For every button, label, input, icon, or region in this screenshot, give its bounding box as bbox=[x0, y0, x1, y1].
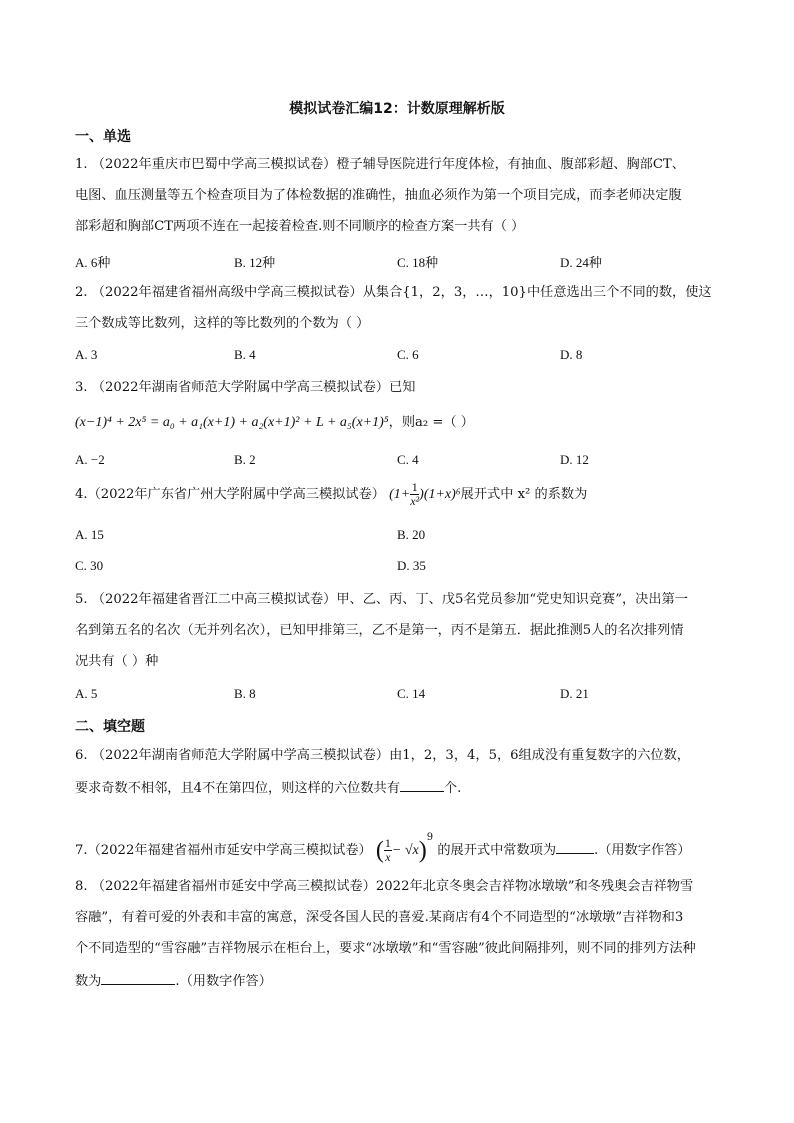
q5-line1: 5. （2022年福建省晋江二中高三模拟试卷）甲、乙、丙、丁、戊5名党员参加“党史知识竞赛”，决出第一 bbox=[75, 592, 688, 607]
q3-option-c: C. 4 bbox=[397, 452, 419, 467]
q6-line2: 要求奇数不相邻，且4不在第四位，则这样的六位数共有 个. bbox=[75, 777, 735, 799]
answer-blank bbox=[556, 839, 594, 854]
q3-formula: (x−1)⁴ + 2x⁵ = a₀ + a₁(x+1) + a₂(x+1)² + L + a₅(x+1)⁵ bbox=[75, 415, 389, 430]
q4-tail: 展开式中 x² 的系数为 bbox=[460, 487, 588, 502]
q3-tail: ，则a₂ =（ ） bbox=[388, 415, 474, 430]
q4-line bbox=[75, 480, 735, 510]
q5-option-b: B. 8 bbox=[234, 686, 256, 701]
answer-blank bbox=[101, 970, 175, 985]
q5-option-a: A. 5 bbox=[75, 686, 98, 701]
q7-prefix: 7.（2022年福建省福州市延安中学高三模拟试卷） bbox=[75, 843, 372, 858]
q7-fraction: $\frac{1}{x}$ bbox=[384, 836, 391, 864]
q1-option-c: C. 18种 bbox=[397, 255, 439, 270]
q1-line3: 部彩超和胸部CT两项不连在一起接着检查.则不同顺序的检查方案一共有（ ） bbox=[75, 219, 525, 234]
q4-option-d: D. 35 bbox=[397, 558, 426, 573]
q3-formula-line bbox=[75, 413, 735, 433]
q1-option-b: B. 12种 bbox=[234, 255, 276, 270]
q3-option-a: A. −2 bbox=[75, 452, 105, 467]
q3-line1: 3. （2022年湖南省师范大学附属中学高三模拟试卷）已知 bbox=[75, 380, 416, 395]
answer-blank bbox=[400, 777, 444, 792]
q4-formula-start: (1+ bbox=[389, 487, 411, 502]
q4-prefix: 4.（2022年广东省广州大学附属中学高三模拟试卷） bbox=[75, 487, 385, 502]
section-heading-fill-blank: 二、填空题 bbox=[75, 719, 145, 735]
q4-option-b: B. 20 bbox=[397, 527, 426, 542]
q2-line2: 三个数成等比数列，这样的等比数列的个数为（ ） bbox=[75, 316, 370, 331]
q4-option-c: C. 30 bbox=[75, 558, 104, 573]
q2-option-d: D. 8 bbox=[560, 347, 583, 362]
q1-option-a: A. 6种 bbox=[75, 255, 111, 270]
q8-line1: 8. （2022年福建省福州市延安中学高三模拟试卷）2022年北京冬奥会吉祥物冰墩墩”和冬残奥会吉祥物雪 bbox=[75, 879, 694, 894]
q1-line1: 1. （2022年重庆市巴蜀中学高三模拟试卷）橙子辅导医院进行年度体检，有抽血、腹部彩超、胸部CT、 bbox=[75, 157, 685, 172]
q2-option-c: C. 6 bbox=[397, 347, 419, 362]
q4-fraction: $\frac{1}{\text{x²}}$ bbox=[410, 480, 420, 508]
section-heading-single-choice: 一、单选 bbox=[75, 129, 131, 145]
q2-option-b: B. 4 bbox=[234, 347, 256, 362]
q3-option-d: D. 12 bbox=[560, 452, 589, 467]
q8-line3: 个不同造型的“雪容融”吉祥物展示在柜台上，要求“冰墩墩”和“雪容融”彼此间隔排列，则不同的排列方法种 bbox=[75, 941, 696, 956]
q7-line: 7.（2022年福建省福州市延安中学高三模拟试卷） ( $\frac{1}{x}$ − √x)$^9$ 的展开式中常数项为 .（用数字作答） bbox=[75, 832, 691, 864]
q8-line4: 数为 .（用数字作答） bbox=[75, 970, 735, 992]
q5-line2: 名到第五名的名次（无并列名次），已知甲排第三，乙不是第一，丙不是第五．据此推测5人的名次排列情 bbox=[75, 623, 684, 638]
page-title: 模拟试卷汇编12：计数原理解析版 bbox=[289, 101, 505, 117]
q2-option-a: A. 3 bbox=[75, 347, 98, 362]
q4-formula-end: )(1+x)⁶ bbox=[419, 487, 461, 502]
q2-line1: 2. （2022年福建省福州高级中学高三模拟试卷）从集合{1，2，3，…，10}中任意选出三个不同的数，使这 bbox=[75, 285, 712, 300]
q6-line1: 6. （2022年湖南省师范大学附属中学高三模拟试卷）由1，2，3，4，5，6组成没有重复数字的六位数， bbox=[75, 748, 690, 763]
q4-option-a: A. 15 bbox=[75, 527, 104, 542]
q5-option-c: C. 14 bbox=[397, 686, 426, 701]
q5-option-d: D. 21 bbox=[560, 686, 589, 701]
q1-line2: 电图、血压测量等五个检查项目为了体检数据的准确性，抽血必须作为第一个项目完成，而李老师决定腹 bbox=[75, 188, 682, 203]
q8-line2: 容融”，有着可爱的外表和丰富的寓意，深受各国人民的喜爱.某商店有4个不同造型的“冰墩墩”吉祥物和3 bbox=[75, 910, 684, 925]
q3-option-b: B. 2 bbox=[234, 452, 256, 467]
q1-option-d: D. 24种 bbox=[560, 255, 602, 270]
q5-line3: 况共有（ ）种 bbox=[75, 654, 159, 669]
